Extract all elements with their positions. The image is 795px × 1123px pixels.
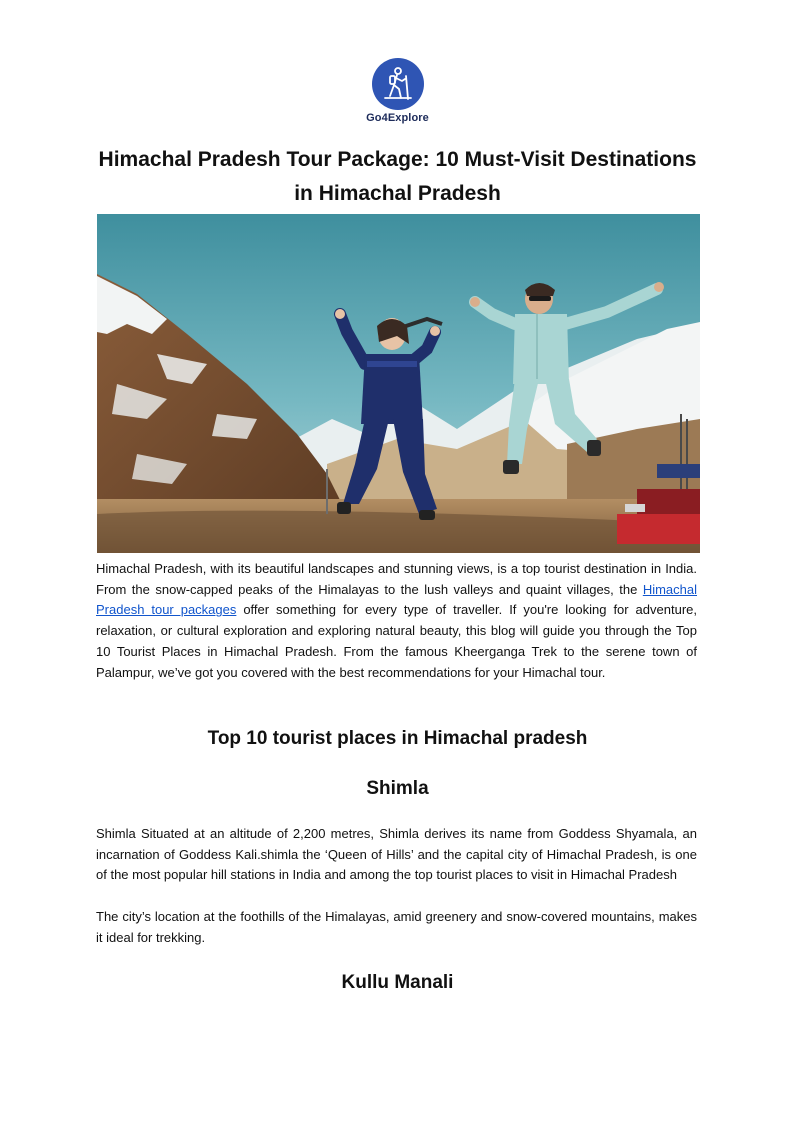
- brand-logo: [0, 58, 795, 124]
- page-title: Himachal Pradesh Tour Package: 10 Must-Visit Destinations in Himachal Pradesh: [98, 148, 697, 205]
- hero-photo: [97, 214, 700, 553]
- intro-text-2: offer something for every type of traveller. If you're looking for adventure, relaxation, or cultural exploration and exploring natural beauty, this blog will guide you through the Top 10 Tourist Places in Himachal Pradesh. From the famous Kheerganga Trek to the serene town of Palampur, we’ve got you covered with the best recommendations for your Himachal tour.: [96, 602, 697, 680]
- intro-text-1: Himachal Pradesh, with its beautiful landscapes and stunning views, is a top tourist destination in India. From the snow-capped peaks of the Himalayas to the lush valleys and quaint villages, the: [96, 561, 697, 597]
- shimla-paragraph-2: The city’s location at the foothills of the Himalayas, amid greenery and snow-covered mountains, makes it ideal for trekking.: [96, 909, 697, 945]
- brand-name: Go4Explore: [366, 112, 429, 124]
- kullu-manali-heading: Kullu Manali: [341, 972, 454, 993]
- shimla-heading: Shimla: [366, 778, 429, 799]
- hiker-icon: [372, 58, 424, 110]
- top-10-heading: Top 10 tourist places in Himachal pradesh: [207, 728, 588, 749]
- tour-packages-link[interactable]: Himachal Pradesh tour packages: [96, 581, 697, 618]
- intro-paragraph: [96, 559, 697, 683]
- shimla-paragraph-1: Shimla Situated at an altitude of 2,200 metres, Shimla derives its name from Goddess Shyamala, an incarnation of Goddess Kali.shimla the ‘Queen of Hills’ and the capital city of Himachal Pradesh, is one of the most popular hill stations in India and among the top tourist places to visit in Himachal Pradesh: [96, 826, 697, 883]
